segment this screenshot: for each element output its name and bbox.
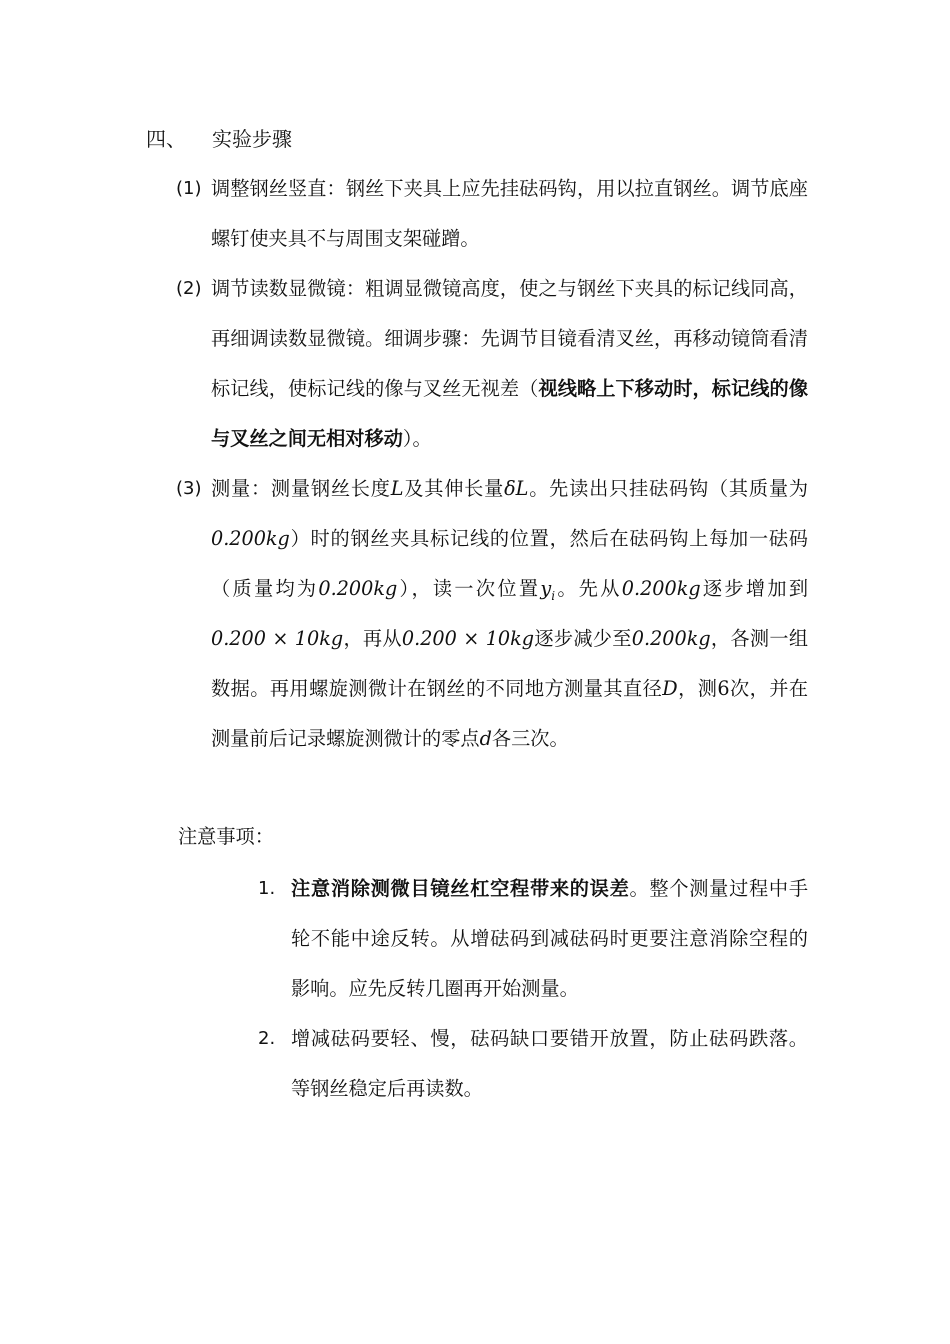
step-1-text [211,164,808,264]
step-3-part: ）时的钢丝夹具标记线的位置，然后在砝码钩上每加一砝码（质量均为 [211,527,808,600]
note-2-text [291,1014,808,1114]
section-heading [146,124,292,154]
step-2-marker: (2) [176,278,202,299]
note-2-marker: 2. [258,1028,276,1049]
math-mass-total: 0.200 × 10kg [211,627,344,650]
math-mass: 0.200kg [318,577,398,600]
math-mass: 0.200kg [631,627,711,650]
step-2-content: 调节读数显微镜：粗调显微镜高度，使之与钢丝下夹具的标记线同高，再细调读数显微镜。细调步骤：先调节目镜看清叉丝，再移动镜筒看清标记线，使标记线的像与叉丝无视差（ [211,277,808,400]
section-title: 实验步骤 [212,127,292,151]
step-3-part: 逐步增加到 [700,577,809,600]
step-3-part: 测量：测量钢丝长度 [211,477,391,500]
math-position [540,577,556,603]
note-2-content: 增减砝码要轻、慢，砝码缺口要错开放置，防止砝码跌落。等钢丝稳定后再读数。 [291,1027,808,1100]
step-2 [176,264,808,464]
step-3-part: 。先读出只挂砝码钩（其质量为 [528,477,809,500]
section-number: 四、 [146,127,186,151]
math-position-subscript: i [551,588,556,603]
math-mass: 0.200kg [621,577,701,600]
step-3-part: ，各测一组数据。再用螺旋测微计在钢丝的不同地方测量其直径 [211,627,809,700]
step-2-text [211,264,808,464]
note-2 [258,1014,808,1114]
math-position-y: y [540,577,552,600]
step-1-marker: (1) [176,178,202,199]
note-1-content: 。整个测量过程中手轮不能中途反转。从增砝码到减砝码时更要注意消除空程的影响。应先反转几圈再开始测量。 [291,877,809,1000]
math-diameter: D [662,677,678,700]
step-3-part: 次，并在测量前后记录螺旋测微计的零点 [211,677,809,750]
step-2-closing: ）。 [402,427,432,450]
step-3-text [211,464,808,764]
math-count: 6 [717,677,730,700]
step-1-content: 调整钢丝竖直：钢丝下夹具上应先挂砝码钩，用以拉直钢丝。调节底座螺钉使夹具不与周围支架碰蹭。 [211,177,808,250]
math-zero-point: d [479,727,492,750]
step-3-part: 各三次。 [491,727,569,750]
step-3-part: 逐步减少至 [534,627,632,650]
note-1-emphasis: 注意消除测微目镜丝杠空程带来的误差 [291,877,630,900]
step-3-part: 及其伸长量 [403,477,505,500]
step-3-part: ，再从 [343,627,402,650]
step-3 [176,464,808,764]
step-3-part: ，测 [677,677,718,700]
math-elongation: δL [504,477,529,500]
notes-heading: 注意事项： [178,825,274,848]
step-3-marker: (3) [176,478,202,499]
math-mass-total: 0.200 × 10kg [401,627,535,650]
step-3-part: ），读一次位置 [397,577,541,600]
step-1 [176,164,808,264]
step-2-emphasis: 视线略上下移动时，标记线的像与叉丝之间无相对移动 [211,377,809,450]
note-1-text [291,864,808,1014]
note-1 [258,864,808,1014]
math-length: L [390,477,404,500]
note-1-marker: 1. [258,878,276,899]
step-3-part: 。先从 [555,577,622,600]
math-mass: 0.200kg [211,527,290,550]
